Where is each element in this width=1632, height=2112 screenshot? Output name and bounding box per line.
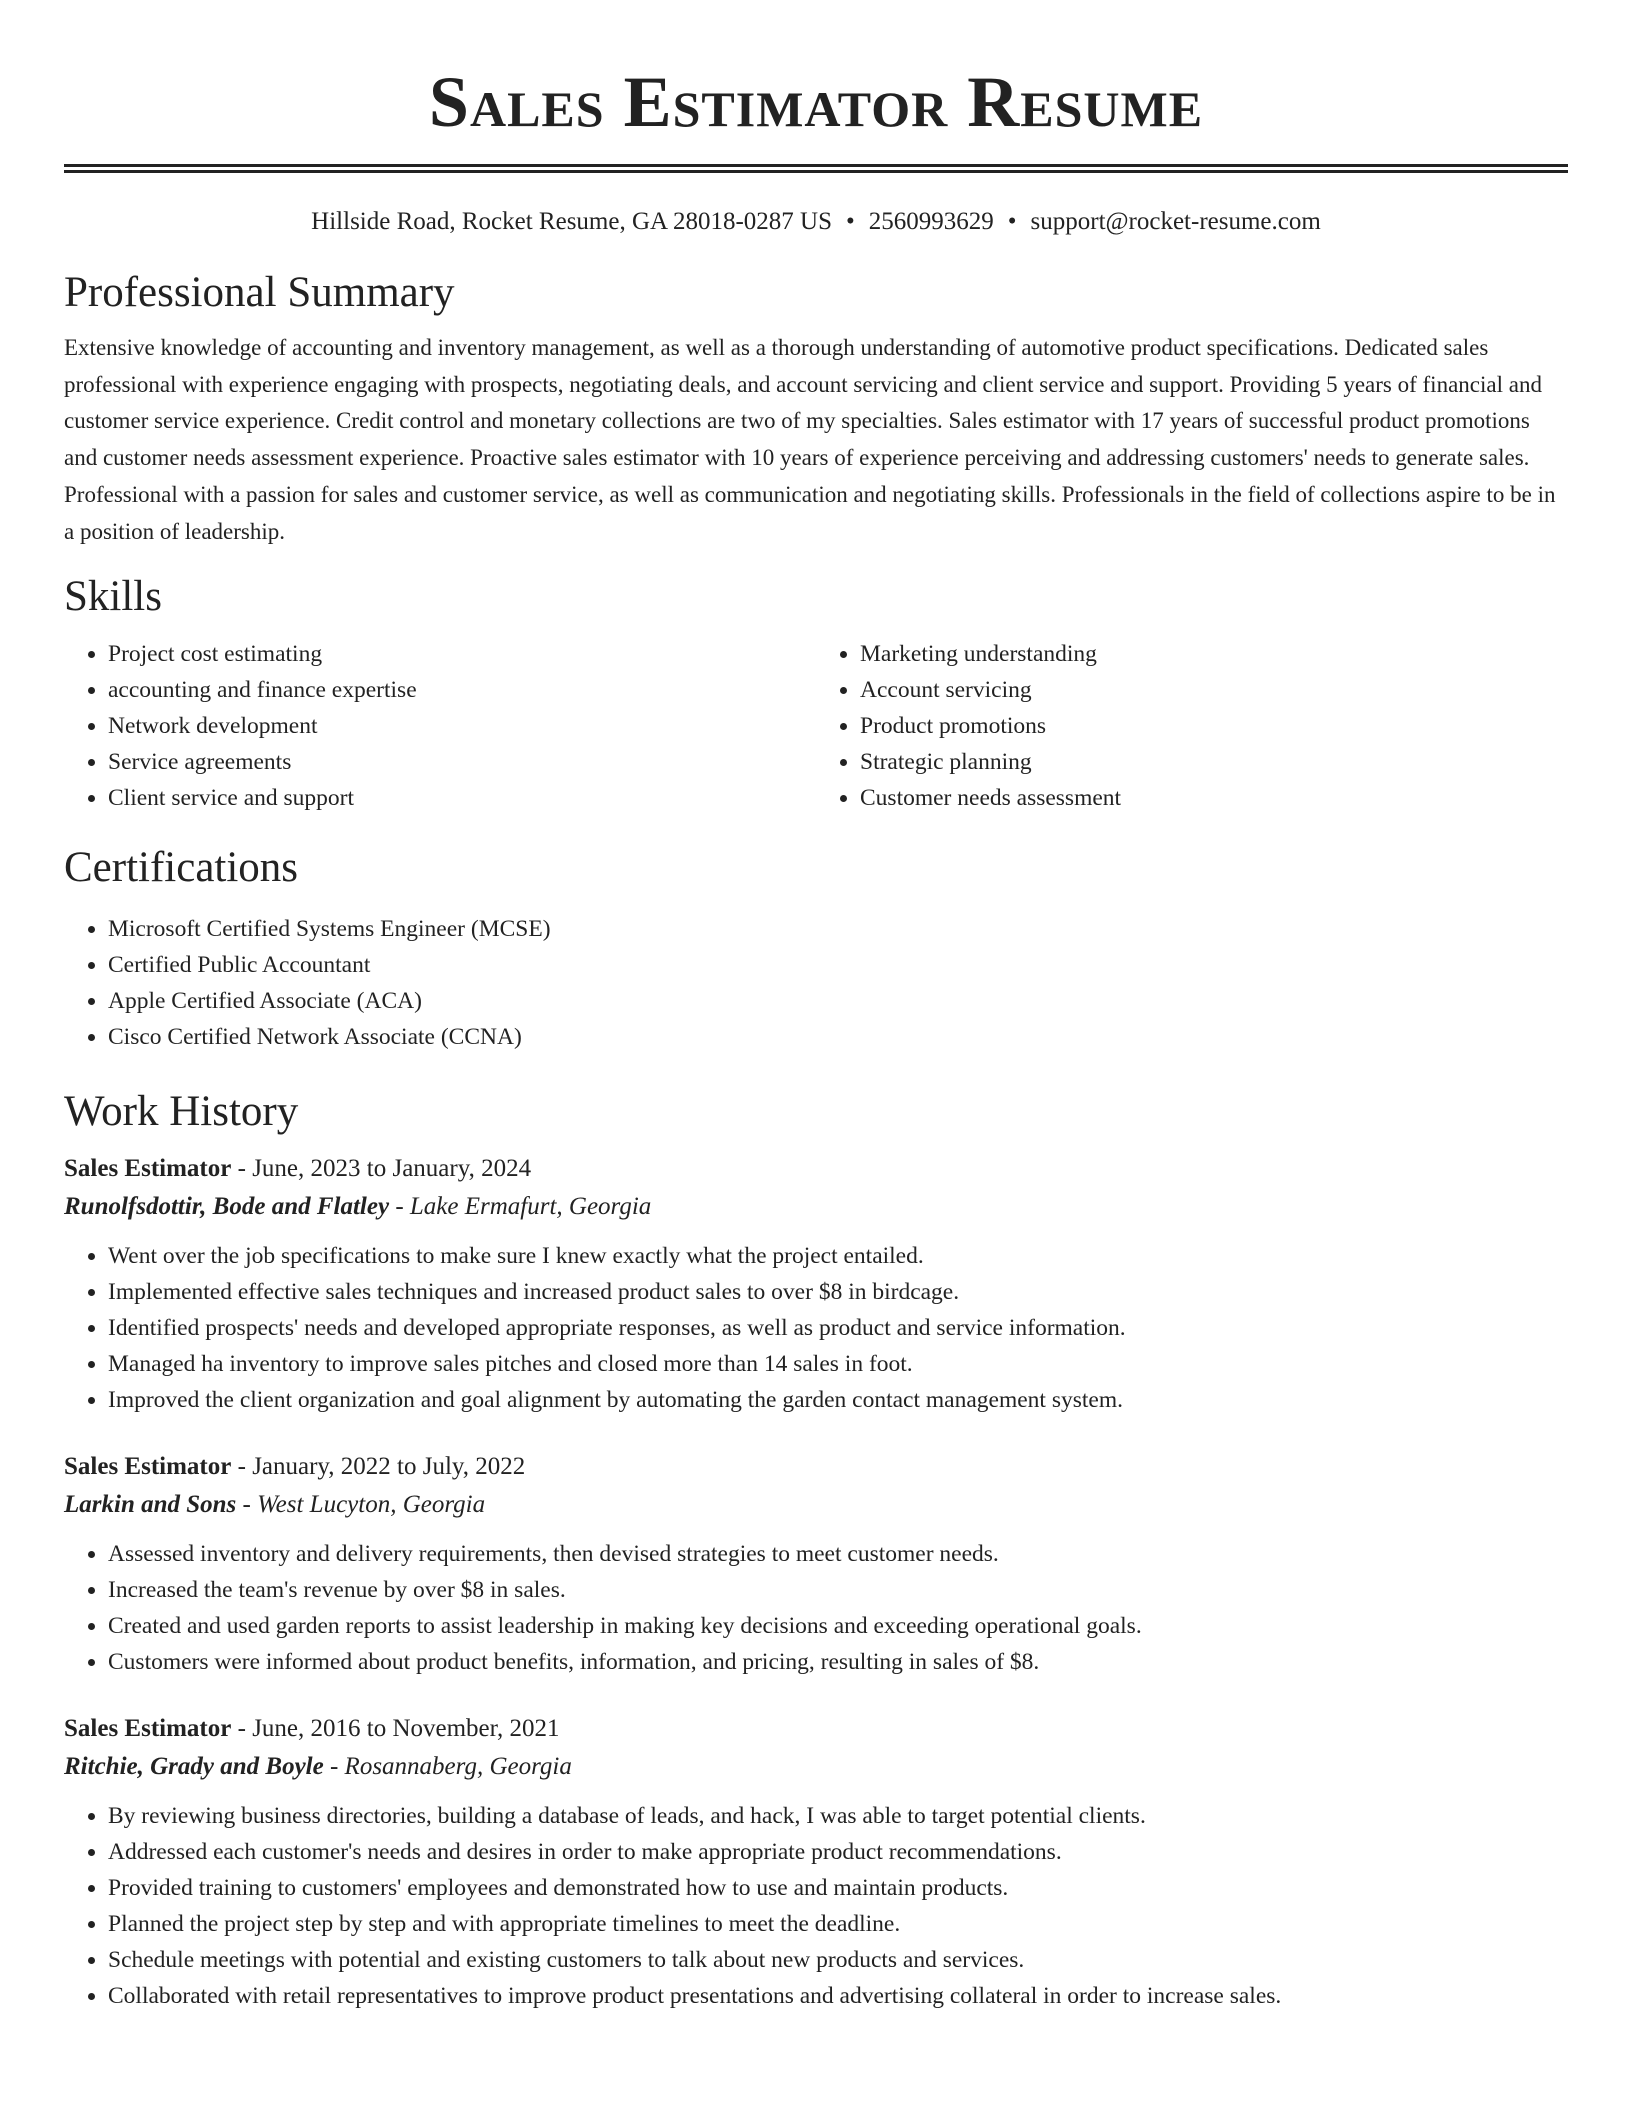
contact-line — [64, 207, 1568, 237]
skills-list-left — [64, 636, 816, 816]
job-company: Ritchie, Grady and Boyle — [64, 1753, 324, 1781]
job-dates: January, 2022 to July, 2022 — [252, 1453, 526, 1481]
certifications-section — [64, 843, 1568, 1055]
certification-item: • Microsoft Certified Systems Engineer (MCSE) — [108, 911, 1568, 947]
job-title-line — [64, 1150, 1568, 1188]
job-bullets — [64, 1798, 1568, 2014]
skills-section — [64, 572, 1568, 816]
job-dash: - — [236, 1491, 258, 1519]
job-bullet: • Managed ha inventory to improve sales pitches and closed more than 14 sales in foot. — [108, 1346, 1568, 1382]
job-bullets — [64, 1238, 1568, 1418]
job-bullet: • Went over the job specifications to make sure I knew exactly what the project entailed. — [108, 1238, 1568, 1274]
job-bullets — [64, 1536, 1568, 1680]
job-dash: - — [323, 1753, 345, 1781]
job-dash: - — [231, 1155, 253, 1183]
job-company: Runolfsdottir, Bode and Flatley — [64, 1193, 390, 1221]
job-bullet: • Customers were informed about product benefits, information, and pricing, resulting in sales of $8. — [108, 1644, 1568, 1680]
title-divider — [64, 164, 1568, 173]
job-entry — [64, 1448, 1568, 1680]
job-bullet: • Addressed each customer's needs and desires in order to make appropriate product recommendations. — [108, 1834, 1568, 1870]
job-bullet: • Collaborated with retail representatives to improve product presentations and advertising collateral in order to increase sales. — [108, 1978, 1568, 2014]
job-bullet: • Increased the team's revenue by over $8 in sales. — [108, 1572, 1568, 1608]
certifications-heading: Certifications — [64, 844, 299, 892]
job-bullet: • Improved the client organization and goal alignment by automating the garden contact management system. — [108, 1382, 1568, 1418]
skills-list-right — [816, 636, 1568, 816]
skill-item: • Project cost estimating — [108, 636, 816, 672]
certification-item: • Certified Public Accountant — [108, 947, 1568, 983]
job-bullet: • Identified prospects' needs and developed appropriate responses, as well as product and service information. — [108, 1310, 1568, 1346]
job-bullet: • Planned the project step by step and with appropriate timelines to meet the deadline. — [108, 1906, 1568, 1942]
resume-title: Sales Estimator Resume — [428, 62, 1204, 142]
job-bullet: • Schedule meetings with potential and existing customers to talk about new products and services. — [108, 1942, 1568, 1978]
certification-item: • Cisco Certified Network Associate (CCNA) — [108, 1019, 1568, 1055]
job-location: Rosannaberg, Georgia — [344, 1753, 572, 1781]
job-company: Larkin and Sons — [64, 1491, 237, 1519]
skills-heading: Skills — [64, 573, 162, 621]
certifications-list — [64, 911, 1568, 1055]
work-history-section — [64, 1087, 1568, 2014]
skill-item: • Strategic planning — [860, 744, 1568, 780]
job-entry — [64, 1150, 1568, 1418]
job-title-line — [64, 1710, 1568, 1748]
job-dash: - — [389, 1193, 410, 1221]
job-dash: - — [231, 1453, 253, 1481]
job-bullet: • Assessed inventory and delivery requirements, then devised strategies to meet customer needs. — [108, 1536, 1568, 1572]
job-bullet: • By reviewing business directories, building a database of leads, and hack, I was able to target potential clients. — [108, 1798, 1568, 1834]
summary-section — [64, 268, 1568, 550]
contact-separator: • — [845, 208, 855, 235]
job-entry — [64, 1710, 1568, 2014]
work-history-heading: Work History — [64, 1088, 299, 1136]
skill-item: • Customer needs assessment — [860, 780, 1568, 816]
job-bullet: • Provided training to customers' employees and demonstrated how to use and maintain products. — [108, 1870, 1568, 1906]
job-title: Sales Estimator — [64, 1155, 232, 1183]
contact-address: Hillside Road, Rocket Resume, GA 28018-0287 US — [311, 208, 832, 235]
skills-columns — [64, 636, 1568, 816]
job-title: Sales Estimator — [64, 1715, 232, 1743]
contact-separator: • — [1007, 208, 1017, 235]
job-location: West Lucyton, Georgia — [257, 1491, 486, 1519]
skill-item: • Client service and support — [108, 780, 816, 816]
job-title-line — [64, 1448, 1568, 1486]
summary-heading: Professional Summary — [64, 269, 455, 316]
job-dates: June, 2016 to November, 2021 — [252, 1715, 560, 1743]
certification-item: • Apple Certified Associate (ACA) — [108, 983, 1568, 1019]
skill-item: • Product promotions — [860, 708, 1568, 744]
skill-item: • Marketing understanding — [860, 636, 1568, 672]
skill-item: • Network development — [108, 708, 816, 744]
job-dash: - — [231, 1715, 253, 1743]
job-company-line — [64, 1188, 1568, 1226]
job-location: Lake Ermafurt, Georgia — [409, 1193, 652, 1221]
job-company-line — [64, 1748, 1568, 1786]
contact-email: support@rocket-resume.com — [1030, 208, 1321, 235]
skill-item: • Account servicing — [860, 672, 1568, 708]
summary-text: Extensive knowledge of accounting and inventory management, as well as a thorough understanding of automotive product specifications. Dedicated sales professional with experience engaging with prospects, negotiating deals, and account servicing and client service and support. Providing 5 years of financial and customer service experience. Credit control and monetary collections are two of my specialties. Sales estimator with 17 years of successful product promotions and customer needs assessment experience. Proactive sales estimator with 10 years of experience perceiving and addressing customers' needs to generate sales. Professional with a passion for sales and customer service, as well as communication and negotiating skills. Professionals in the field of collections aspire to be in a position of leadership. — [64, 335, 1556, 544]
skill-item: • accounting and finance expertise — [108, 672, 816, 708]
skill-item: • Service agreements — [108, 744, 816, 780]
contact-phone: 2560993629 — [868, 208, 994, 235]
job-company-line — [64, 1486, 1568, 1524]
job-dates: June, 2023 to January, 2024 — [252, 1155, 532, 1183]
job-bullet: • Implemented effective sales techniques and increased product sales to over $8 in birdcage. — [108, 1274, 1568, 1310]
job-title: Sales Estimator — [64, 1453, 232, 1481]
job-bullet: • Created and used garden reports to assist leadership in making key decisions and exceeding operational goals. — [108, 1608, 1568, 1644]
